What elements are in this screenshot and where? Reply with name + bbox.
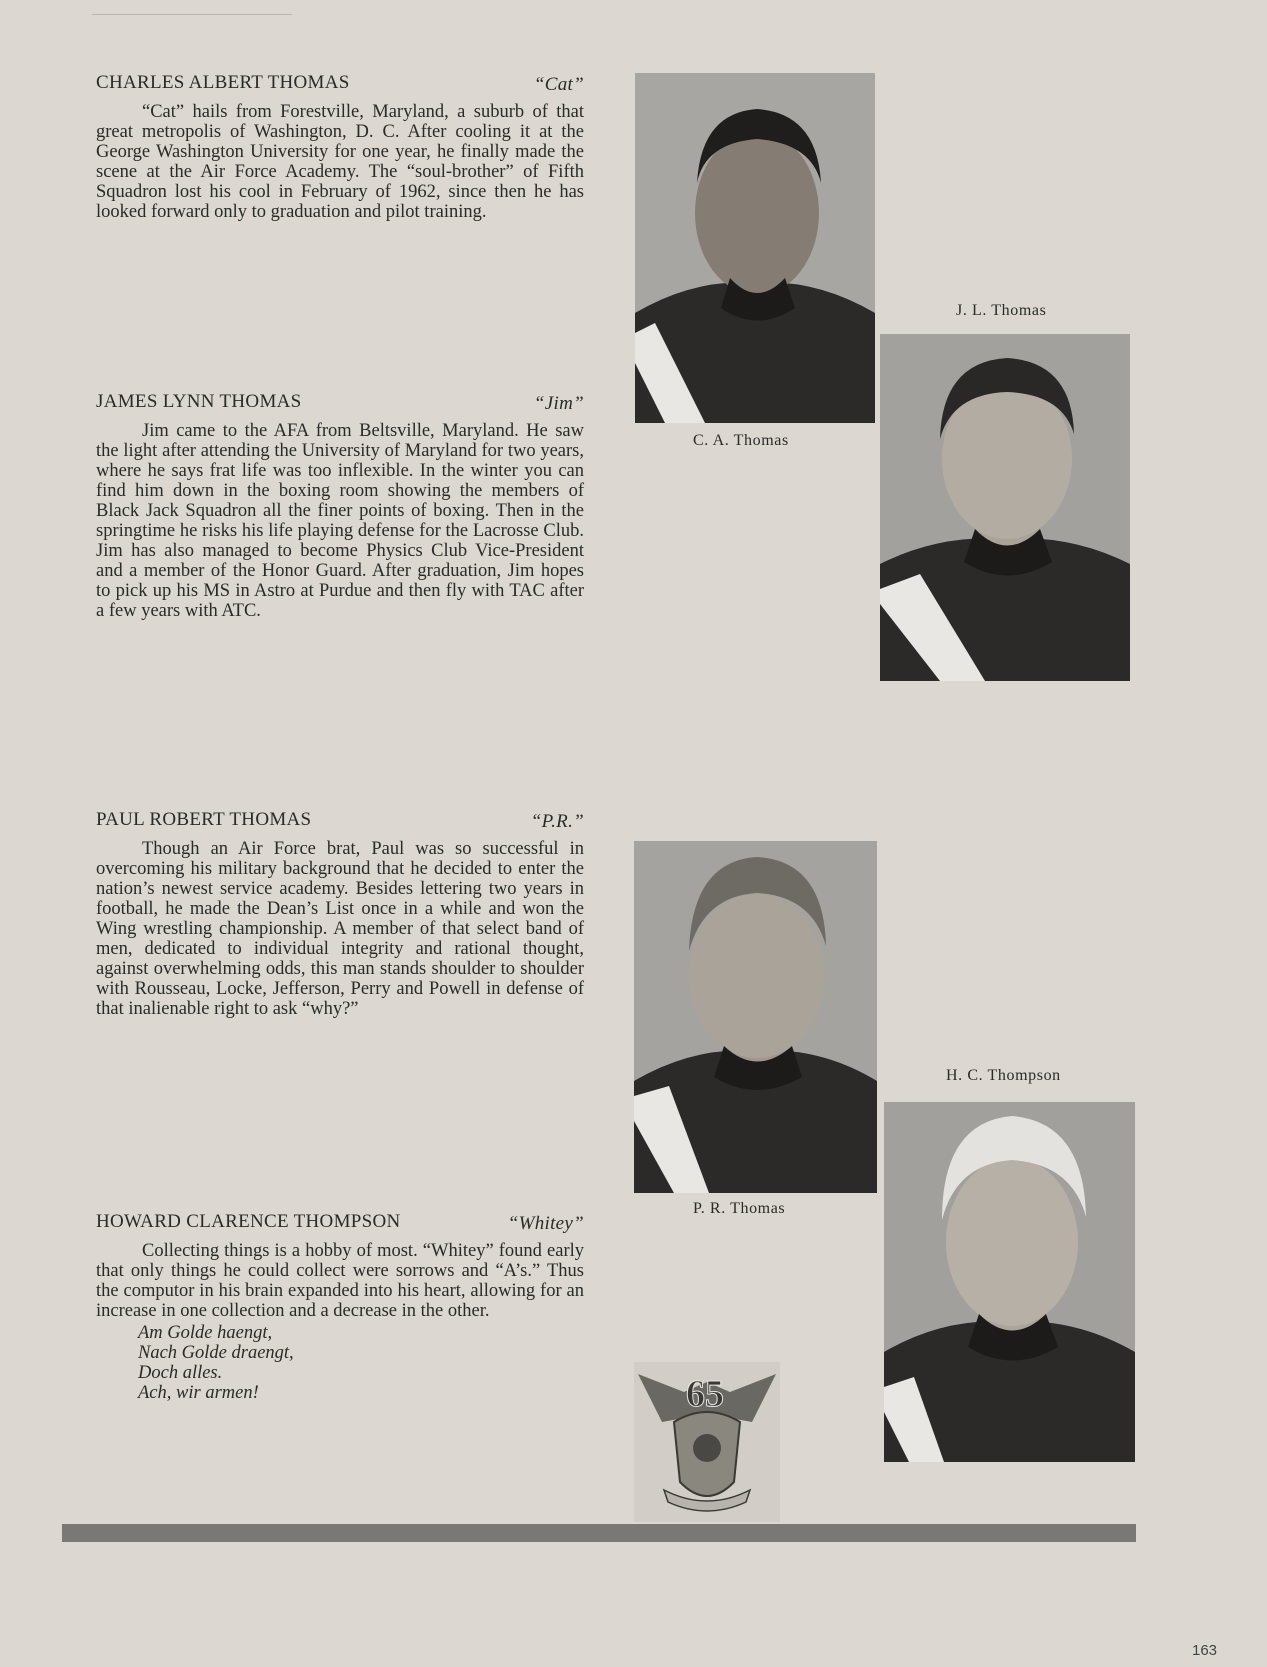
page-number: 163	[1192, 1642, 1218, 1659]
photo-caption: C. A. Thomas	[693, 432, 789, 449]
portrait-jl-thomas	[880, 334, 1130, 681]
cadet-name: HOWARD CLARENCE THOMPSON	[96, 1211, 401, 1232]
cadet-bio: Collecting things is a hobby of most. “Whitey” found early that only things he could collect were sorrows and “A’s.” Thus the computor in his brain expanded into his heart, allowing for an increase in one collection and a decrease in the other.	[96, 1241, 584, 1321]
class-crest-logo	[634, 1362, 780, 1522]
entry-paul-robert-thomas	[96, 809, 584, 1019]
cadet-name: PAUL ROBERT THOMAS	[96, 809, 312, 830]
photo-caption: P. R. Thomas	[693, 1200, 786, 1217]
portrait-pr-thomas	[634, 841, 877, 1193]
verse-line: Am Golde haengt,	[138, 1323, 273, 1343]
verse-line: Doch alles.	[138, 1363, 223, 1383]
verse-line: Nach Golde draengt,	[138, 1343, 294, 1363]
cadet-nickname: “Cat”	[533, 74, 584, 95]
cadet-bio: Jim came to the AFA from Beltsville, Maryland. He saw the light after attending the University of Maryland for two years, where he says frat life was too inflexible. In the winter you can find him down in the boxing room showing the members of Black Jack Squadron all the finer points of boxing. Then in the springtime he risks his life playing defense for the Lacrosse Club. Jim has also managed to become Physics Club Vice-President and a member of the Honor Guard. After graduation, Jim hopes to pick up his MS in Astro at Purdue and then fly with TAC after a few years with ATC.	[96, 421, 584, 621]
cadet-name: CHARLES ALBERT THOMAS	[96, 72, 350, 93]
portrait-ca-thomas	[635, 73, 875, 423]
entry-james-lynn-thomas	[96, 391, 584, 621]
entry-charles-albert-thomas	[96, 72, 584, 222]
portrait-hc-thompson	[884, 1102, 1135, 1462]
cadet-bio: Though an Air Force brat, Paul was so successful in overcoming his military background that he decided to enter the nation’s newest service academy. Besides lettering two years in football, he made the Dean’s List once in a while and won the Wing wrestling championship. A member of that select band of men, dedicated to individual integrity and rational thought, against overwhelming odds, this man stands shoulder to shoulder with Rousseau, Locke, Jefferson, Perry and Powell in defense of that inalienable right to ask “why?”	[96, 839, 584, 1019]
cadet-nickname: “Whitey”	[507, 1213, 584, 1234]
cadet-nickname: “P.R.”	[530, 811, 584, 832]
photo-caption: H. C. Thompson	[946, 1067, 1061, 1084]
photo-caption: J. L. Thomas	[956, 302, 1047, 319]
entry-header	[96, 809, 584, 835]
entry-header	[96, 1211, 584, 1237]
crest-year-text: 65	[686, 1373, 724, 1415]
cadet-name: JAMES LYNN THOMAS	[96, 391, 302, 412]
entry-header	[96, 391, 584, 417]
entry-header	[96, 72, 584, 98]
verse-line: Ach, wir armen!	[138, 1383, 259, 1403]
top-rule	[92, 14, 292, 15]
cadet-bio: “Cat” hails from Forestville, Maryland, a suburb of that great metropolis of Washington, D. C. After cooling it at the George Washington University for one year, he finally made the scene at the Air Force Academy. The “soul-brother” of Fifth Squadron lost his cool in February of 1962, since then he has looked forward only to graduation and pilot training.	[96, 102, 584, 222]
cadet-nickname: “Jim”	[533, 393, 584, 414]
german-verse	[138, 1323, 584, 1403]
entry-howard-clarence-thompson	[96, 1211, 584, 1403]
bottom-divider-bar	[62, 1524, 1136, 1542]
